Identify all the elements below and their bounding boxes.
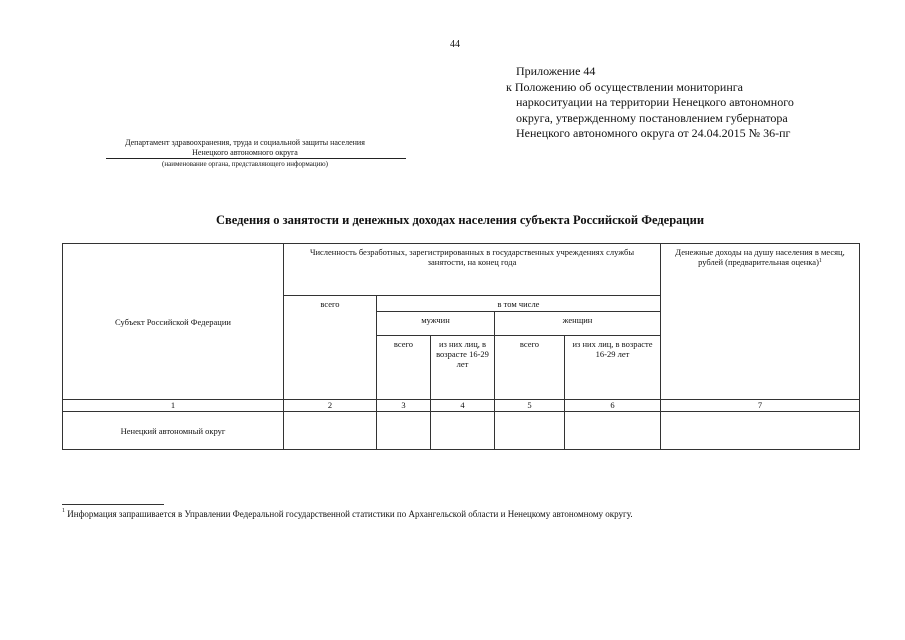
data-cell[interactable]	[284, 412, 377, 450]
department-region: Ненецкого автономного округа	[192, 148, 298, 157]
appendix-block	[506, 64, 794, 142]
document-title: Сведения о занятости и денежных доходах населения субъекта Российской Федерации	[215, 213, 705, 227]
column-number: 1	[63, 400, 284, 412]
subject-header: Субъект Российской Федерации	[63, 244, 284, 400]
data-cell[interactable]	[377, 412, 431, 450]
appendix-line: наркоситуации на территории Ненецкого автономного	[516, 95, 794, 109]
including-header: в том числе	[377, 296, 661, 312]
women-total-header: всего	[495, 336, 565, 400]
department-block	[70, 138, 420, 169]
income-header-text: Денежные доходы на душу населения в месяц, рублей (предварительная оценка)	[675, 247, 845, 267]
appendix-line: Ненецкого автономного округа от 24.04.2015 № 36-пг	[516, 126, 791, 140]
page-number: 44	[450, 39, 460, 50]
data-cell[interactable]	[431, 412, 495, 450]
appendix-line: округа, утвержденному постановлением губернатора	[516, 110, 788, 125]
column-number: 5	[495, 400, 565, 412]
data-table	[62, 243, 860, 450]
men-header: мужчин	[377, 312, 495, 336]
department-caption: (наименование органа, представляющего информацию)	[162, 160, 328, 168]
department-underline	[106, 158, 406, 159]
young-women-header: из них лиц, в возрасте 16-29 лет	[565, 336, 661, 400]
column-number: 3	[377, 400, 431, 412]
total-header: всего	[284, 296, 377, 400]
data-cell[interactable]	[661, 412, 860, 450]
column-number: 6	[565, 400, 661, 412]
women-header: женщин	[495, 312, 661, 336]
footnote	[62, 509, 633, 519]
young-men-header: из них лиц, в возрасте 16-29 лет	[431, 336, 495, 400]
appendix-line: к Положению об осуществлении мониторинга	[506, 79, 744, 94]
footnote-mark: 1	[62, 508, 65, 514]
men-total-header: всего	[377, 336, 431, 400]
footnote-text: Информация запрашивается в Управлении Федеральной государственной статистики по Архангельской области и Ненецкому автономному округу.	[67, 509, 633, 519]
data-cell[interactable]	[565, 412, 661, 450]
column-number: 2	[284, 400, 377, 412]
column-number: 7	[661, 400, 860, 412]
subject-cell: Ненецкий автономный округ	[63, 412, 284, 450]
table-row	[63, 412, 860, 450]
unemployed-header: Численность безработных, зарегистрированных в государственных учреждениях службы занятости, на конец года	[284, 244, 661, 296]
column-number: 4	[431, 400, 495, 412]
data-cell[interactable]	[495, 412, 565, 450]
footnote-separator	[62, 504, 164, 505]
income-header	[661, 244, 860, 400]
income-footnote-mark: 1	[818, 258, 822, 264]
department-name: Департамент здравоохранения, труда и социальной защиты населения	[125, 138, 365, 147]
appendix-line: Приложение 44	[516, 64, 596, 78]
